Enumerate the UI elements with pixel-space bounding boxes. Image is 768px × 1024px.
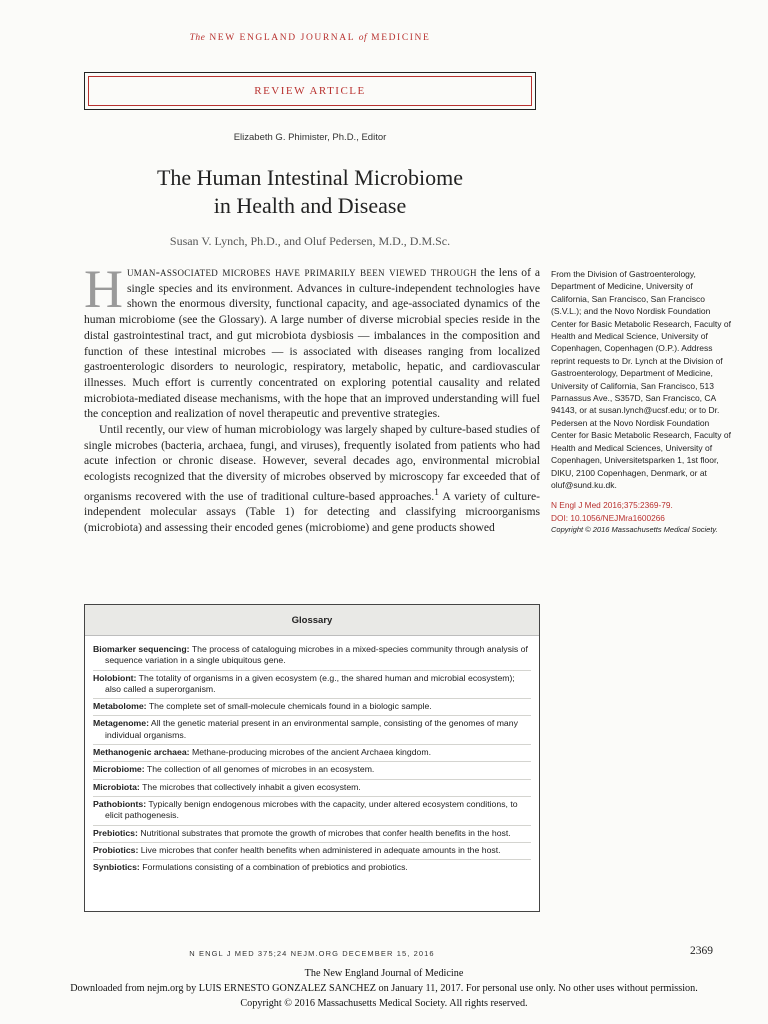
article-type-label: REVIEW ARTICLE	[88, 76, 532, 106]
doi-link[interactable]: DOI: 10.1056/NEJMra1600266	[551, 512, 665, 523]
glossary-term: Holobiont:	[93, 672, 137, 683]
glossary-term: Microbiota:	[93, 781, 140, 792]
glossary-item	[93, 716, 531, 745]
glossary-item	[93, 780, 531, 797]
article-type-box	[84, 72, 536, 110]
issue-footer: N ENGL J MED 375;24 NEJM.ORG DECEMBER 15, 2016	[189, 949, 435, 958]
glossary-item	[93, 699, 531, 716]
author-list: Susan V. Lynch, Ph.D., and Oluf Pedersen, M.D., D.M.Sc.	[169, 234, 451, 248]
journal-name-end: MEDICINE	[371, 33, 431, 43]
glossary-definition: The complete set of small-molecule chemicals found in a biologic sample.	[146, 701, 432, 712]
copyright-notice: Copyright © 2016 Massachusetts Medical Society.	[551, 525, 718, 535]
glossary-title: Glossary	[85, 605, 539, 636]
title-line-1: The Human Intestinal Microbiome	[156, 165, 464, 190]
paragraph-2-text-a: Until recently, our view of human microbiology was largely shaped by culture-based studies of single microbes (bacteria, archaea, fungi, and viruses), frequently isolated from patients who had acute infection or chronic disease. However, several decades ago, environmental microbial ecologists recognized that the diversity of microbes observed by microscopy far exceeded that of organisms recovered with the use of traditional culture-based approaches.	[84, 423, 540, 503]
paragraph-2	[84, 422, 540, 536]
glossary-item	[93, 860, 531, 876]
paragraph-1	[84, 259, 540, 422]
glossary-item	[93, 745, 531, 762]
glossary-term: Pathobionts:	[93, 798, 147, 809]
glossary-box	[84, 604, 540, 912]
glossary-term: Prebiotics:	[93, 827, 138, 838]
journal-prefix: The	[189, 33, 206, 43]
glossary-item	[93, 762, 531, 779]
article-body	[84, 259, 540, 536]
page-number: 2369	[690, 945, 713, 957]
glossary-term: Microbiome:	[93, 764, 145, 775]
lead-in-small-caps: uman-associated microbes have primarily been viewed through	[127, 265, 477, 279]
glossary-definition: Nutritional substrates that promote the growth of microbes that confer health benefits in the host.	[137, 827, 511, 838]
citation: N Engl J Med 2016;375:2369-79.	[551, 500, 673, 511]
glossary-item	[93, 671, 531, 700]
editor-line: Elizabeth G. Phimister, Ph.D., Editor	[233, 132, 387, 143]
glossary-list	[85, 636, 539, 876]
glossary-term: Biomarker sequencing:	[93, 644, 190, 654]
glossary-term: Metagenome:	[93, 718, 149, 729]
glossary-definition: The process of cataloguing microbes in a mixed-species community through analysis of sequence variation in a single ubiquitous gene.	[105, 644, 528, 666]
download-notice-journal: The New England Journal of Medicine	[304, 968, 464, 979]
glossary-definition: The collection of all genomes of microbes in an ecosystem.	[144, 764, 375, 775]
glossary-term: Methanogenic archaea:	[93, 747, 190, 758]
glossary-term: Synbiotics:	[93, 862, 140, 873]
glossary-item	[93, 843, 531, 860]
paragraph-1-text: the lens of a single species and its environment. Advances in culture-independent technologies have shown the enormous diversity, functional capacity, and age-associated dynamics of the human microbiome (see the Glossary). A large number of diverse microbial species reside in the distal gastrointestinal tract, and gut microbiota dysbiosis — imbalances in the composition and function of these intestinal microbes — is associated with diseases ranging from localized gastroenterologic disorders to neurologic, respiratory, metabolic, hepatic, and cardiovascular illnesses. Much effort is currently concentrated on exploring potential causality and related microbiota-mediated disease mechanisms, with the hope that an improved understanding will fuel the conception and realization of novel therapeutic and preventive strategies.	[84, 266, 540, 421]
download-copyright: Copyright © 2016 Massachusetts Medical Society. All rights reserved.	[240, 998, 528, 1009]
glossary-item	[93, 797, 531, 826]
glossary-item	[93, 826, 531, 843]
journal-name: NEW ENGLAND JOURNAL	[209, 33, 355, 43]
affiliations-text: From the Division of Gastroenterology, Department of Medicine, University of California, San Francisco, San Francisco (S.V.L.); and the Novo Nordisk Foundation Center for Basic Metabolic Research, Faculty of Health and Medical Science, University of Copenhagen, Copenhagen (O.P.). Address reprint requests to Dr. Lynch at the Division of Gastroenterology, Department of Medicine, University of California, San Francisco, 513 Parnassus Ave., S357D, San Francisco, CA 94143, or at susan.lynch@ucsf.edu; or to Dr. Pedersen at the Novo Nordisk Foundation Center for Basic Metabolic Research, Faculty of Health and Medical Sciences, University of Copenhagen, Universitetsparken 1, 1st floor, DIKU, 2100 Copenhagen, Denmark, or at oluf@sund.ku.dk.	[551, 269, 731, 490]
glossary-item	[93, 642, 531, 671]
drop-cap: H	[84, 259, 123, 319]
glossary-definition: Live microbes that confer health benefits when administered in adequate amounts in the host.	[138, 844, 501, 855]
article-title	[84, 164, 536, 220]
download-notice: Downloaded from nejm.org by LUIS ERNESTO GONZALEZ SANCHEZ on January 11, 2017. For personal use only. No other uses without permission.	[70, 983, 698, 994]
glossary-definition: The totality of organisms in a given ecosystem (e.g., the shared human and microbial ecosystem); also called a superorganism.	[105, 672, 515, 694]
glossary-definition: Methane-producing microbes of the ancient Archaea kingdom.	[189, 747, 432, 758]
glossary-definition: Typically benign endogenous microbes with the capacity, under altered ecosystem conditions, to elicit pathogenesis.	[105, 798, 518, 821]
title-line-2: in Health and Disease	[213, 193, 407, 218]
sidebar-affiliations	[551, 268, 731, 537]
glossary-term: Probiotics:	[93, 844, 139, 855]
glossary-definition: The microbes that collectively inhabit a given ecosystem.	[139, 781, 361, 792]
journal-of: of	[358, 33, 368, 43]
glossary-definition: All the genetic material present in an environmental sample, consisting of the genomes of many individual organisms.	[105, 718, 518, 740]
journal-header	[0, 33, 620, 43]
reference-marker[interactable]: 1	[434, 486, 439, 498]
paragraph-2-text-b: A variety of culture-independent molecular assays (Table 1) for detecting and classifying microorganisms (microbiota) and assessing their encoded genes (microbiome) and gene products showed	[84, 489, 540, 535]
glossary-definition: Formulations consisting of a combination of prebiotics and probiotics.	[139, 862, 408, 873]
glossary-term: Metabolome:	[93, 701, 147, 712]
